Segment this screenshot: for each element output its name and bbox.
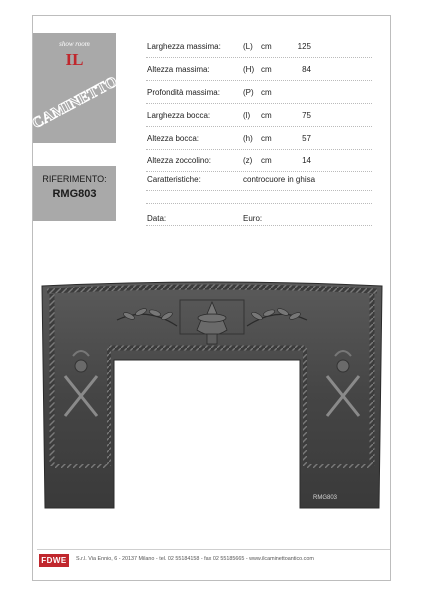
- fireback-photo: [37, 276, 387, 514]
- spec-name: Altezza massima:: [147, 65, 210, 74]
- footer: [37, 553, 390, 569]
- spec-unit: cm: [261, 65, 272, 74]
- spec-divider: [146, 225, 372, 226]
- spec-value: 75: [302, 111, 311, 120]
- spec-divider: [146, 57, 372, 58]
- spec-name: Profondità massima:: [147, 88, 220, 97]
- logo-tagline: show room: [59, 40, 90, 48]
- date-label: Data:: [147, 214, 167, 223]
- footer-contact-text: S.r.l. Via Ennio, 6 - 20137 Milano - tel. 02 55184158 - fax 02 55185665 - www.ilcaminettoantico.com: [76, 556, 314, 562]
- spec-divider: [146, 103, 372, 104]
- spec-divider: [146, 126, 372, 127]
- spec-symbol: (L): [243, 42, 253, 51]
- spec-divider: [146, 80, 372, 81]
- spec-name: Larghezza massima:: [147, 42, 221, 51]
- spec-symbol: (z): [243, 156, 253, 165]
- spec-divider: [146, 149, 372, 150]
- spec-unit: cm: [261, 88, 272, 97]
- characteristics-label: Caratteristiche:: [147, 175, 201, 184]
- spec-unit: cm: [261, 42, 272, 51]
- logo-caminetto-text: CAMINETTO: [29, 73, 121, 133]
- price-label: Euro:: [243, 214, 263, 223]
- footer-rule: [37, 549, 390, 550]
- spec-symbol: (l): [243, 111, 251, 120]
- spec-symbol: (H): [243, 65, 255, 74]
- spec-unit: cm: [261, 156, 272, 165]
- spec-name: Altezza zoccolino:: [147, 156, 212, 165]
- spec-value: 14: [302, 156, 311, 165]
- showroom-logo: [29, 33, 121, 143]
- spec-value: 125: [297, 42, 311, 51]
- spec-symbol: (P): [243, 88, 254, 97]
- spec-value: 84: [302, 65, 311, 74]
- characteristics-value: controcuore in ghisa: [243, 175, 316, 184]
- reference-code: RMG803: [52, 188, 97, 200]
- spec-value: 57: [302, 134, 311, 143]
- spec-divider: [146, 190, 372, 191]
- spec-symbol: (h): [243, 134, 253, 143]
- spec-name: Larghezza bocca:: [147, 111, 211, 120]
- logo-wordmark: [29, 73, 121, 133]
- spec-name: Altezza bocca:: [147, 134, 200, 143]
- spec-unit: cm: [261, 111, 272, 120]
- logo-il: IL: [65, 50, 84, 69]
- reference-label: RIFERIMENTO:: [42, 174, 107, 184]
- spec-divider: [146, 171, 372, 172]
- spec-divider: [146, 203, 372, 204]
- spec-unit: cm: [261, 134, 272, 143]
- casting-inscription: RMG803: [313, 495, 338, 501]
- footer-brand-logo: FDWE: [39, 554, 69, 567]
- reference-box: [33, 166, 116, 221]
